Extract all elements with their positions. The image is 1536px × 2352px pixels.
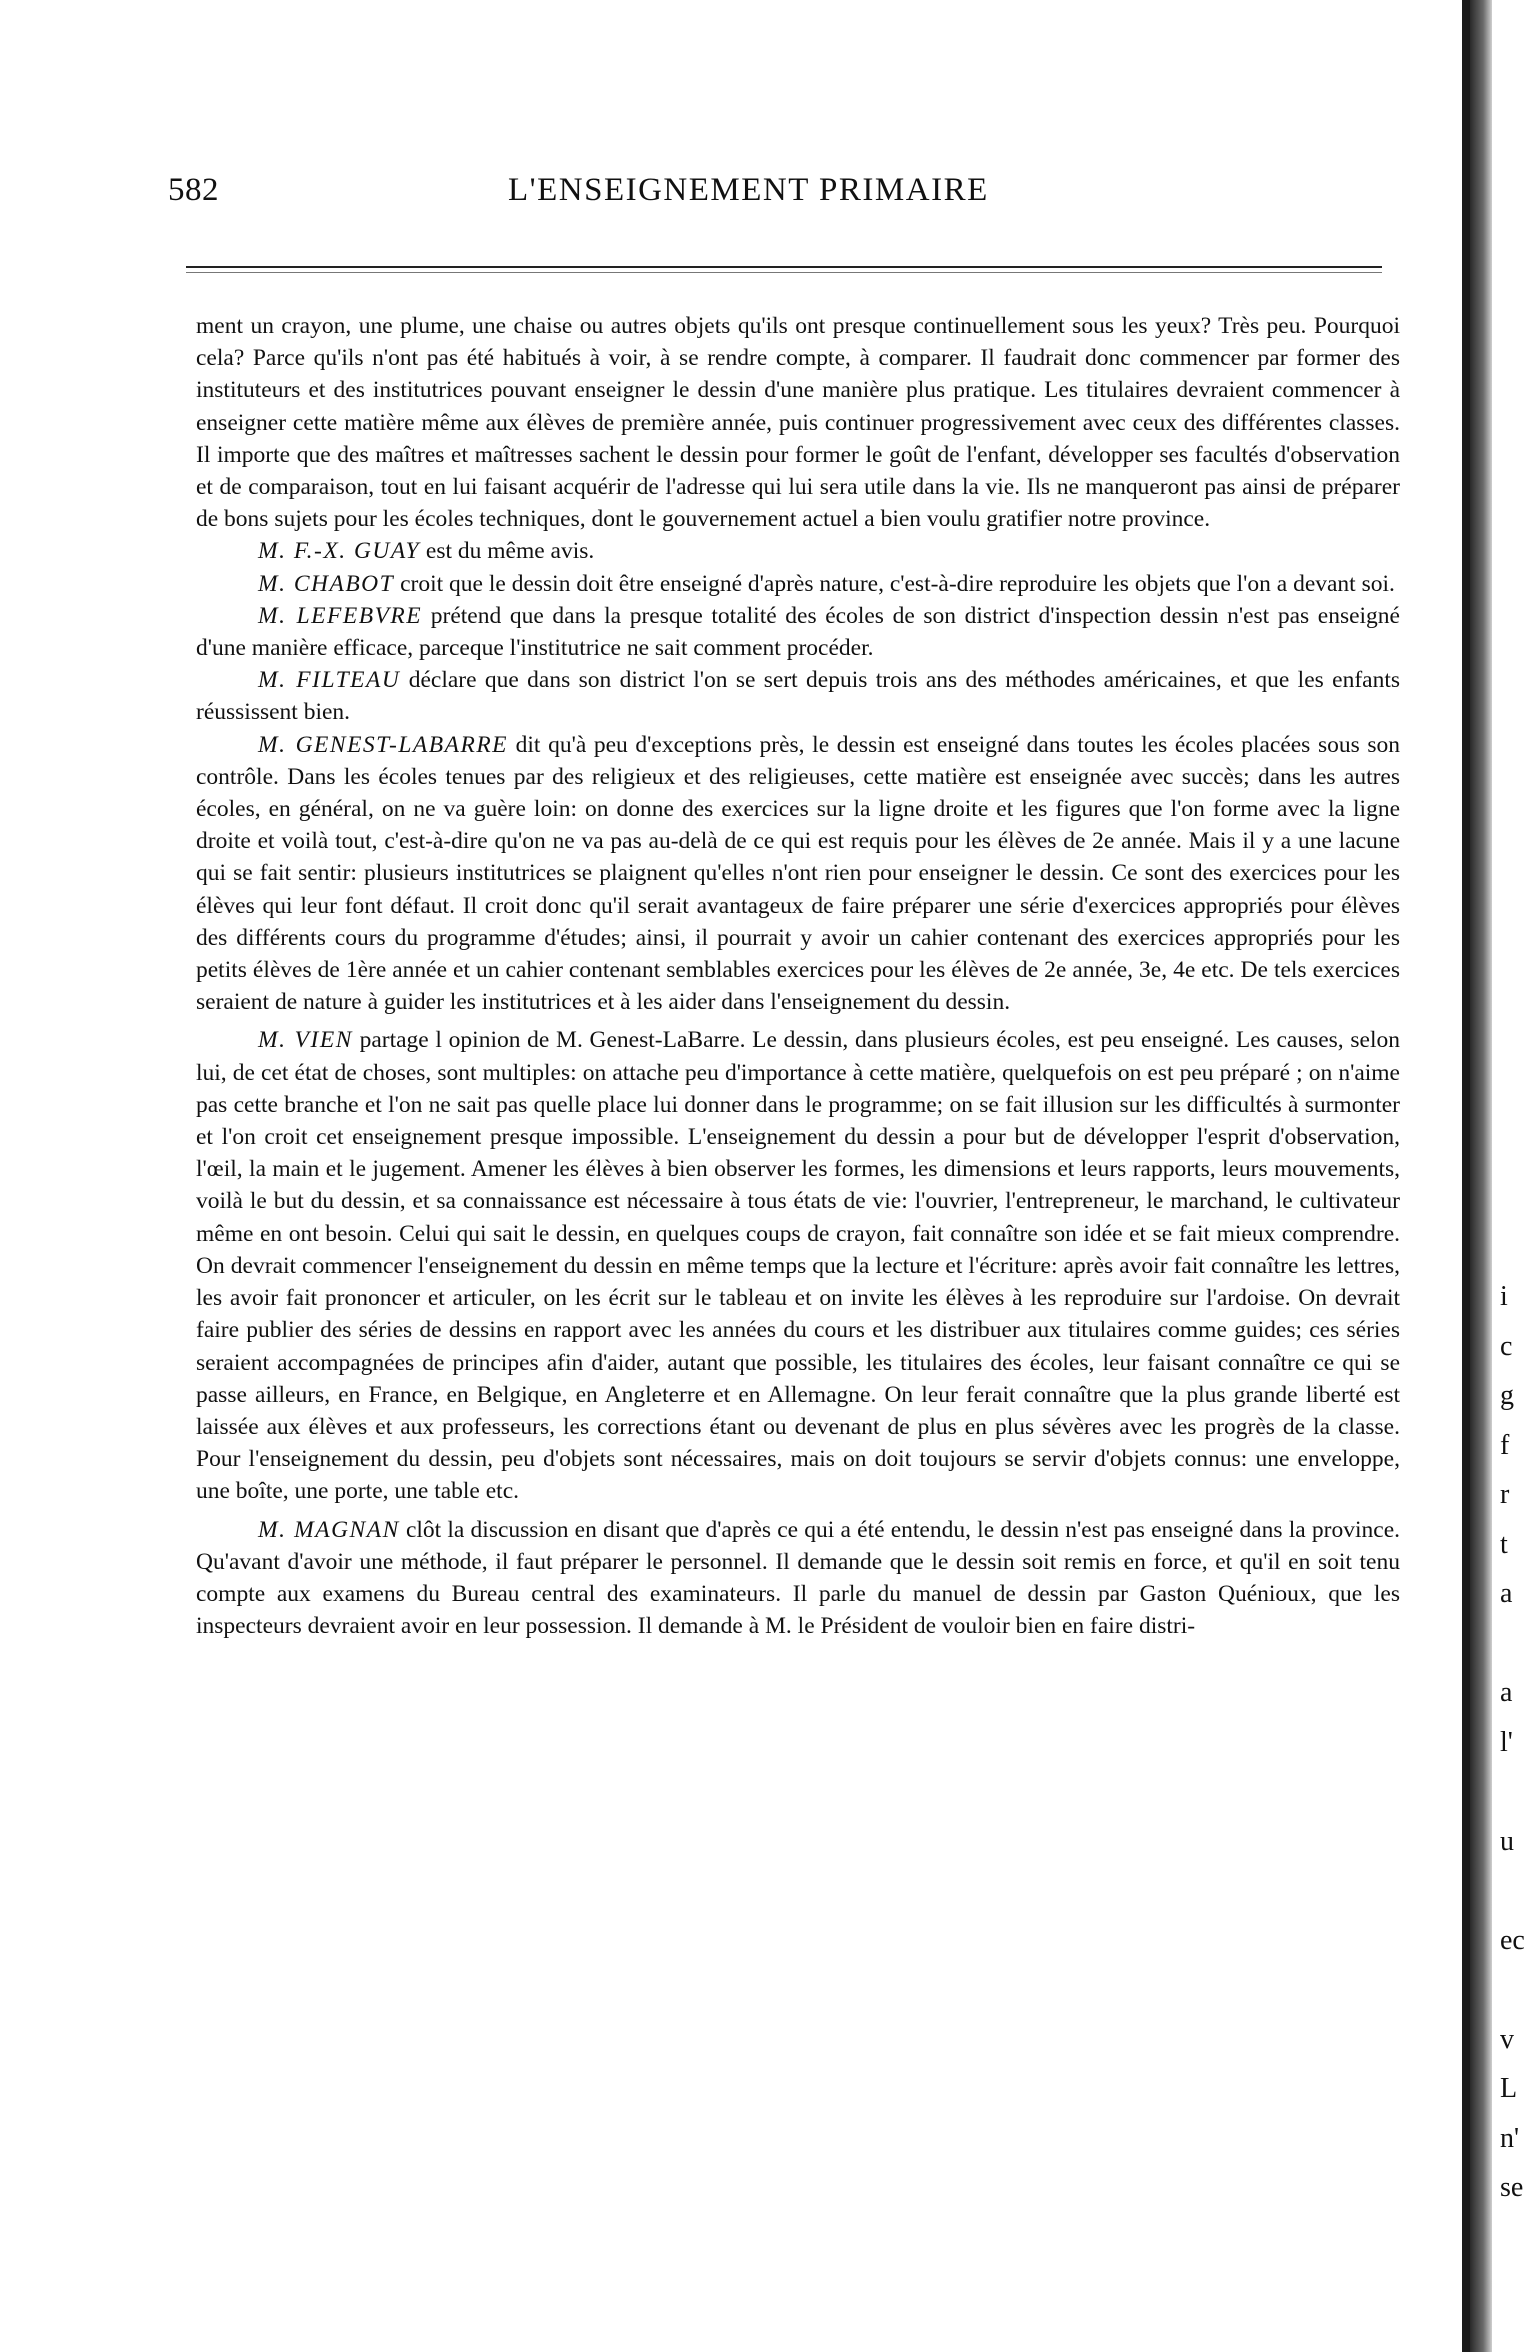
paragraph-continued (196, 310, 1400, 535)
speaker-name: M. VIEN (258, 1027, 353, 1054)
page-number: 582 (168, 172, 219, 208)
fragment: c (1500, 1330, 1513, 1362)
paragraph-text: dit qu'à peu d'exceptions près, le dessin est enseigné dans toutes les écoles placées sous son contrôle. Dans les écoles tenues par des religieux et des religieuses, cette matière est enseignée avec succès; dans les autres écoles, en général, on ne va guère loin: on donne des exercices sur la ligne droite et les figures que l'on forme avec la ligne droite et voilà tout, c'est-à-dire qu'on ne va pas au-delà de ce qui est requis pour les élèves de 2e année. Mais il y a une lacune qui se fait sentir: plusieurs institutrices se plaignent qu'elles n'ont rien pour enseigner le dessin. Ce sont des exercices pour les élèves qui leur font défaut. Il croit donc qu'il serait avantageux de faire préparer une série d'exercices appropriés pour élèves des différents cours du programme d'études; ainsi, il pourrait y avoir un cahier contenant des exercices appropriés pour les petits élèves de 1ère année et un cahier contenant semblables exercices pour les élèves de 2e année, 3e, 4e etc. De tels exercices seraient de nature à guider les institutrices et à les aider dans l'enseignement du dessin. (196, 731, 1400, 1016)
fragment (1500, 1965, 1536, 2015)
paragraph-text: clôt la discussion en disant que d'après ce qui a été entendu, le dessin n'est pas enseigné dans la province. Qu'avant d'avoir une méthode, il faut préparer le personnel. Il demande que le dessin soit remis en force, et qu'il en soit tenu compte aux examens du Bureau central des examinateurs. Il parle du manuel de dessin par Gaston Quénioux, que les inspecteurs devraient avoir en leur possession. Il demande à M. le Président de vouloir bien en faire distri- (196, 1516, 1401, 1640)
header-rule (186, 266, 1382, 268)
paragraph-lefebvre (196, 600, 1400, 664)
fragment: f (1500, 1429, 1510, 1461)
speaker-name: M. F.-X. GUAY (258, 538, 421, 565)
fragment: t (1500, 1528, 1508, 1560)
paragraph-genest-labarre (196, 729, 1400, 1019)
paragraph-text: croit que le dessin doit être enseigné d'après nature, c'est-à-dire reproduire les objets que l'on a devant soi. (400, 570, 1395, 597)
fragment: g (1500, 1380, 1514, 1411)
fragment (1500, 1866, 1536, 1916)
fragment: ec (1500, 1924, 1525, 1956)
paragraph-text: prétend que dans la presque totalité des écoles de son district d'inspection dessin n'est pas enseigné d'une manière efficace, parceque l'institutrice ne sait comment procéder. (196, 602, 1400, 662)
fragment: L (1500, 2073, 1518, 2104)
fragment: a (1500, 1578, 1513, 1609)
fragment: i (1500, 1281, 1508, 1312)
speaker-name: M. CHABOT (258, 570, 395, 597)
paragraph-text: partage l opinion de M. Genest-LaBarre. Le dessin, dans plusieurs écoles, est peu enseigné. Les causes, selon lui, de cet état de choses, sont multiples: on attache peu d'importance à cette matière, quelquefois on est peu préparé ; on n'aime pas cette branche et l'on ne sait pas quelle place lui donner dans le programme; on se fait illusion sur les difficultés à surmonter et l'on croit cet enseignement presque impossible. L'enseignement du dessin a pour but de développer l'esprit d'observation, l'œil, la main et le jugement. Amener les élèves à bien observer les formes, les dimensions et leurs rapports, leurs mouvements, voilà le but du dessin, et sa connaissance est nécessaire à tous états de vie: l'ouvrier, l'entrepreneur, le marchand, le cultivateur même en ont besoin. Celui qui sait le dessin, en quelques coups de crayon, fait connaître son idée et se fait mieux comprendre. On devrait commencer l'enseignement du dessin en même temps que la lecture et l'écriture: après avoir fait connaître les lettres, les avoir fait prononcer et articuler, on les écrit sur le tableau et on invite les élèves à les reproduire sur l'ardoise. On devrait faire publier des séries de dessins en rapport avec les années du cours et les distribuer aux titulaires comme guides; ces séries seraient accompagnées de principes afin d'aider, autant que possible, les titulaires des écoles, leur faisant connaître ce qui se passe ailleurs, en France, en Belgique, en Angleterre et en Allemagne. On leur ferait connaître que la plus grande liberté est laissée aux élèves et aux professeurs, les corrections étant ou devenant de plus en plus sévères avec les progrès de la classe. Pour l'enseignement du dessin, peu d'objets sont nécessaires, mais on doit toujours se servir d'objets connus: une enveloppe, une boîte, une porte, une table etc. (196, 1027, 1400, 1505)
paragraph-vien (196, 1024, 1400, 1507)
fragment: r (1500, 1479, 1510, 1510)
paragraph-magnan (196, 1514, 1400, 1643)
paragraph-filteau (196, 664, 1400, 728)
speaker-name: M. GENEST-LABARRE (258, 731, 509, 758)
fragment: se (1500, 2172, 1524, 2203)
running-title: L'ENSEIGNEMENT PRIMAIRE (508, 172, 989, 208)
fragment: l' (1500, 1726, 1513, 1758)
running-header (168, 172, 1400, 222)
speaker-name: M. FILTEAU (258, 667, 401, 694)
body-text (196, 310, 1400, 1642)
fragment: v (1500, 2023, 1514, 2055)
header-rule-thin (186, 272, 1382, 273)
paragraph-text: ment un crayon, une plume, une chaise ou autres objets qu'ils ont presque continuellement sous les yeux? Très peu. Pourquoi cela? Parce qu'ils n'ont pas été habitués à voir, à se rendre compte, à comparer. Il faudrait donc commencer par former des instituteurs et des institutrices pouvant enseigner le dessin d'une manière plus pratique. Les titulaires devraient commencer à enseigner cette matière même aux élèves de première année, puis continuer progressivement avec ceux des différentes classes. Il importe que des maîtres et maîtresses sachent le dessin pour former le goût de l'enfant, développer ses facultés d'observation et de comparaison, tout en lui faisant acquérir de l'adresse qui lui sera utile dans la vie. Ils ne manqueront pas ainsi de préparer de bons sujets pour les écoles techniques, dont le gouvernement actuel a bien voulu gratifier notre province. (196, 313, 1400, 533)
fragment (1500, 1767, 1536, 1817)
fragment (1500, 1619, 1536, 1669)
speaker-name: M. LEFEBVRE (258, 602, 423, 629)
paragraph-text: est du même avis. (425, 538, 595, 565)
facing-page-edge (1462, 0, 1536, 2352)
fragment: u (1500, 1825, 1514, 1857)
paragraph-chabot (196, 568, 1400, 600)
paragraph-text: déclare que dans son district l'on se sert depuis trois ans des méthodes américaines, et que les enfants réussissent bien. (196, 667, 1401, 726)
fragment: a (1500, 1677, 1513, 1708)
speaker-name: M. MAGNAN (258, 1516, 400, 1543)
paragraph-guay (196, 535, 1400, 567)
fragment: n' (1500, 2122, 1520, 2154)
binding-shadow (1470, 0, 1492, 2352)
facing-page-fragments (1500, 1272, 1536, 2213)
